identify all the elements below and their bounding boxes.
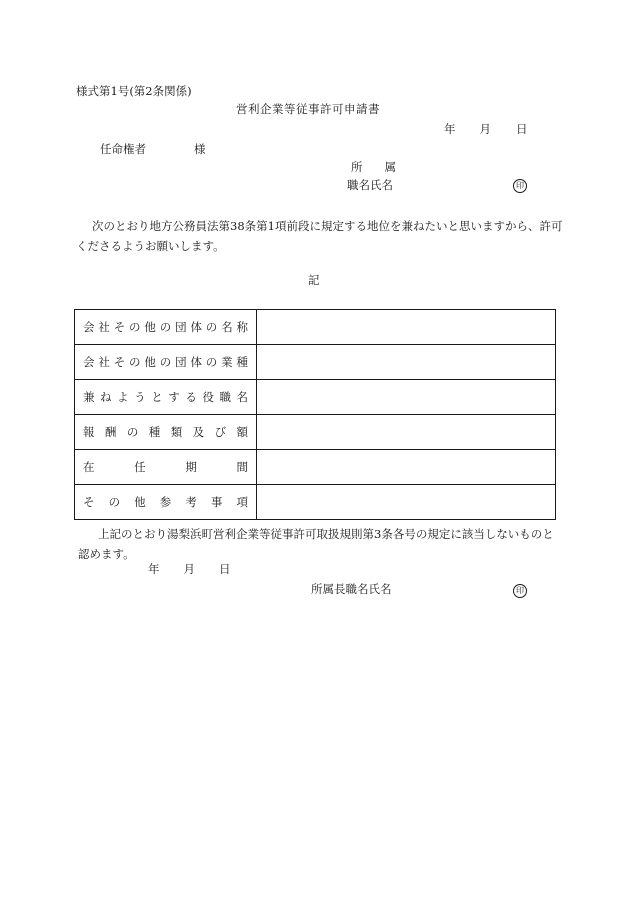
- table-row: [75, 380, 556, 415]
- table-row: [75, 485, 556, 520]
- date-month: 月: [479, 122, 491, 136]
- row-value-cell[interactable]: [257, 345, 556, 380]
- form-number: 様式第1号(第2条関係): [76, 84, 192, 98]
- row-value-cell[interactable]: [257, 415, 556, 450]
- date-year: 年: [444, 122, 456, 136]
- row-label: 在任期間: [75, 450, 257, 485]
- affiliation-label-2: 属: [384, 160, 396, 174]
- chief-seal-icon: 印: [513, 584, 527, 598]
- applicant-name-label: 職名氏名: [347, 178, 393, 192]
- chief-name-label: 所属長職名氏名: [311, 582, 392, 596]
- date-month: 月: [183, 562, 195, 576]
- row-label: 報酬の種類及び額: [75, 415, 257, 450]
- details-table: [74, 309, 556, 520]
- row-value-cell[interactable]: [257, 380, 556, 415]
- document-title: 営利企業等従事許可申請書: [236, 102, 380, 116]
- approval-statement: 上記のとおり湯梨浜町営利企業等従事許可取扱規則第3条各号の規定に該当しないものと認めます。: [78, 527, 554, 561]
- table-row: [75, 450, 556, 485]
- application-date: [444, 124, 528, 136]
- row-label: 兼ねようとする役職名: [75, 380, 257, 415]
- table-row: [75, 310, 556, 345]
- row-value-cell[interactable]: [257, 310, 556, 345]
- ki-heading: 記: [308, 273, 320, 287]
- addressee-name: 任命権者: [100, 142, 146, 156]
- applicant-seal-icon: 印: [513, 179, 527, 193]
- row-label: その他参考事項: [75, 485, 257, 520]
- table-row: [75, 415, 556, 450]
- approval-date: [148, 564, 231, 576]
- affiliation-label: [351, 162, 396, 174]
- affiliation-label-1: 所: [351, 160, 363, 174]
- row-value-cell[interactable]: [257, 450, 556, 485]
- date-day: 日: [516, 122, 528, 136]
- request-body-text: 次のとおり地方公務員法第38条第1項前段に規定する地位を兼ねたいと思いますから、許可くださるようお願いします。: [76, 219, 563, 253]
- row-label: 会社その他の団体の業種: [75, 345, 257, 380]
- row-value-cell[interactable]: [257, 485, 556, 520]
- addressee-suffix: 様: [194, 142, 206, 156]
- row-label: 会社その他の団体の名称: [75, 310, 257, 345]
- addressee: [100, 144, 206, 156]
- table-row: [75, 345, 556, 380]
- date-year: 年: [148, 562, 160, 576]
- date-day: 日: [219, 562, 231, 576]
